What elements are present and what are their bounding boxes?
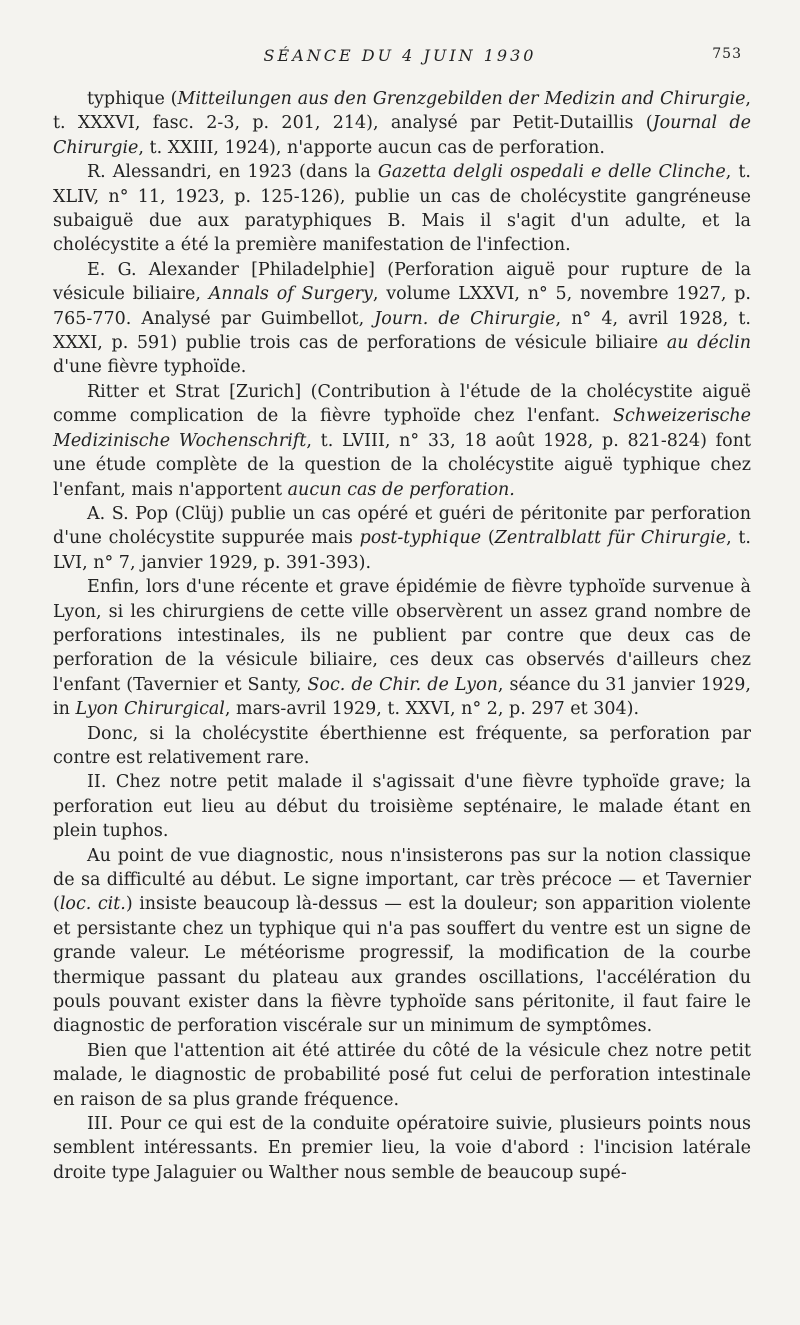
paragraph: E. G. Alexander [Philadelphie] (Perforation aiguë pour rupture de la vésicule biliaire, Annals of Surgery, volume LXXVI, n° 5, novembre 1927, p. 765-770. Analysé par Guimbellot, Journ. de Chirurgie, n° 4, avril 1928, t. XXXI, p. 591) publie trois cas de perforations de vésicule biliaire au déclin d'une fièvre typhoïde. xyxy=(53,259,751,378)
paragraph: Donc, si la cholécystite éberthienne est fréquente, sa perforation par contre est relativement rare. xyxy=(53,723,751,768)
paragraph: III. Pour ce qui est de la conduite opératoire suivie, plusieurs points nous semblent intéressants. En premier lieu, la voie d'abord : l'incision latérale droite type Jalaguier ou Walther nous semble de beaucoup supé- xyxy=(53,1114,751,1183)
paragraph: Enfin, lors d'une récente et grave épidémie de fièvre typhoïde survenue à Lyon, si les chirurgiens de cette ville observèrent un assez grand nombre de perforations intestinales, ils ne publient par contre que deux cas de perforation de la vésicule biliaire, ces deux cas observés d'ailleurs chez l'enfant (Tavernier et Santy, Soc. de Chir. de Lyon, séance du 31 janvier 1929, in Lyon Chirurgical, mars-avril 1929, t. XXVI, n° 2, p. 297 et 304). xyxy=(53,577,751,720)
paragraph: A. S. Pop (Clüj) publie un cas opéré et guéri de péritonite par perforation d'une cholécystite suppurée mais post-typhique (Zentralblatt für Chirurgie, t. LVI, n° 7, janvier 1929, p. 391-393). xyxy=(53,503,751,573)
paragraph: Bien que l'attention ait été attirée du côté de la vésicule chez notre petit malade, le diagnostic de probabilité posé fut celui de perforation intestinale en raison de sa plus grande fréquence. xyxy=(53,1040,751,1110)
paragraph: Au point de vue diagnostic, nous n'insisterons pas sur la notion classique de sa difficulté au début. Le signe important, car très précoce — et Tavernier (loc. cit.) insiste beaucoup là-dessus — est la douleur; son apparition violente et persistante chez un typhique qui n'a pas souffert du ventre est un signe de grande valeur. Le météorisme progressif, la modification de la courbe thermique passant du plateau aux grandes oscillations, l'accélération du pouls pouvant exister dans la fièvre typhoïde sans péritonite, il faut faire le diagnostic de perforation viscérale sur un minimum de symptômes. xyxy=(53,845,751,1037)
body-text xyxy=(53,87,751,1185)
paragraph: R. Alessandri, en 1923 (dans la Gazetta delgli ospedali e delle Clinche, t. XLIV, n° 11, 1923, p. 125-126), publie un cas de cholécystite gangréneuse subaiguë due aux paratyphiques B. Mais il s'agit d'un adulte, et la cholécystite a été la première manifestation de l'infection. xyxy=(53,162,751,256)
running-head: SÉANCE DU 4 JUIN 1930 xyxy=(263,46,537,65)
paragraph: II. Chez notre petit malade il s'agissait d'une fièvre typhoïde grave; la perforation eut lieu au début du troisième septénaire, le malade étant en plein tuphos. xyxy=(53,772,751,842)
page-header xyxy=(52,46,748,70)
page-number: 753 xyxy=(712,46,742,62)
paragraph: Ritter et Strat [Zurich] (Contribution à l'étude de la cholécystite aiguë comme complication de la fièvre typhoïde chez l'enfant. Schweizerische Medizinische Wochenschrift, t. LVIII, n° 33, 18 août 1928, p. 821-824) font une étude complète de la question de la cholécystite aiguë typhique chez l'enfant, mais n'apportent aucun cas de perforation. xyxy=(53,381,752,500)
paragraph: typhique (Mitteilungen aus den Grenzgebilden der Medizin and Chirurgie, t. XXXVI, fasc. 2-3, p. 201, 214), analysé par Petit-Dutaillis (Journal de Chirurgie, t. XXIII, 1924), n'apporte aucun cas de perforation. xyxy=(53,89,751,158)
